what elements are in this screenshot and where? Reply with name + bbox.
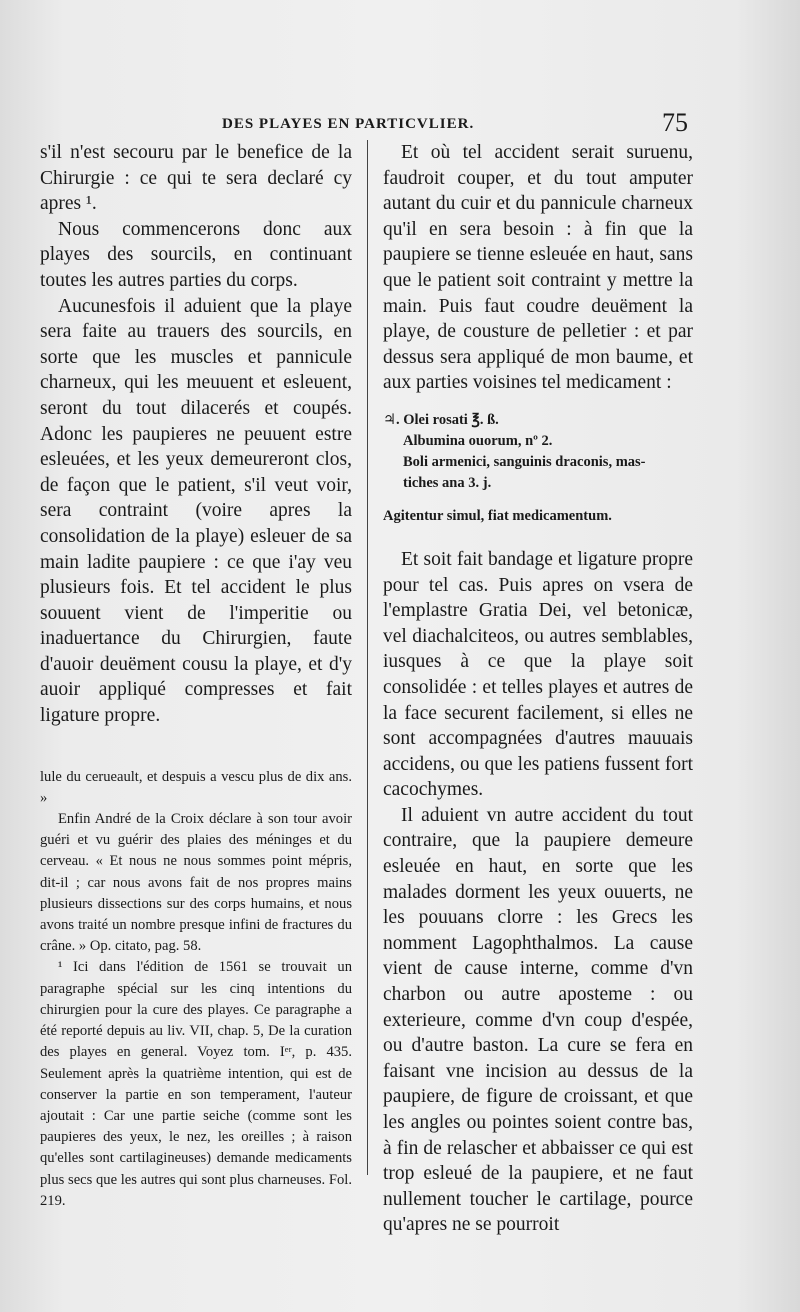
- left-column: [40, 140, 352, 1212]
- right-column: [383, 140, 693, 1238]
- footnote: ¹ Ici dans l'édition de 1561 se trouvait un paragraphe spécial sur les cinq intentions du chirurgien pour la cure des playes. Ce paragraphe a été reporté depuis au liv. VII, chap. 5, De la curation des playes en general. Voyez tom. Iᵉʳ, p. 435. Seulement après la quatrième intention, qui est de conserver la partie en son temperament, l'auteur ajoutait : Car une partie seiche (comme sont les paupieres des yeux, le nez, les oreilles ; à raison qu'elles sont cartilagineuses) demande medicaments plus secs que les autres qui sont plus charneuses. Fol. 219.: [40, 959, 352, 1209]
- recipe-line: Boli armenici, sanguinis draconis, mas-: [403, 453, 646, 470]
- paragraph: Et où tel accident serait suruenu, faudroit couper, et du tout amputer autant du cuir et du pannicule charneux qu'il en sera besoin : à fin que la paupiere se tienne esleuée en haut, sans que le patient soit contraint y mettre la main. Puis faut coudre deuëment la playe, de cousture de pelletier : et par dessus sera appliqué de mon baume, et aux parties voisines tel medicament :: [383, 142, 693, 394]
- recipe-line: Albumina ouorum, nº 2.: [403, 432, 553, 449]
- running-head: DES PLAYES EN PARTICVLIER.: [222, 116, 475, 132]
- footnote-paragraph: Enfin André de la Croix déclare à son tour avoir guéri et vu guérir des plaies des méninges et du cerveau. « Et nous ne nous sommes point mépris, dit-il ; car nous avons fait de nos propres mains plusieurs dissections sur des corps humains, et nous avons traité un nombre presque infini de fractures du crâne. » Op. citato, pag. 58.: [40, 811, 352, 955]
- paragraph: Aucunesfois il aduient que la playe sera faite au trauers des sourcils, en sorte que les muscles et pannicule charneux, qui les meuuent et esleuent, seront du tout dilacerés et coupés. Adonc les paupieres ne peuuent estre esleuées, et les yeux demeureront clos, de façon que le patient, s'il veut voir, sera contraint (voire apres la consolidation de la playe) esleuer de sa main ladite paupiere : ce que i'ay veu plusieurs fois. Et tel accident le plus souuent vient de l'imperitie ou inaduertance du Chirurgien, faute d'auoir deuëment cousu la playe, et d'y auoir appliqué compresses et fait ligature propre.: [40, 295, 352, 727]
- paragraph: Il aduient vn autre accident du tout contraire, que la paupiere demeure esleuée en haut, en sorte que les malades dorment les yeux ouuerts, ne les pouuans clorre : les Grecs les nomment Lagophthalmos. La cause vient de cause interne, comme d'vn charbon ou autre aposteme : ou exterieure, comme d'vn coup d'espée, ou d'autre baston. La cure se fera en faisant vne incision au dessus de la paupiere, de figure de croissant, et que les angles ou pointes soient contre bas, à fin de relascher et abbaisser ce qui est trop esleué de la paupiere, et ne faut nullement toucher le cartilage, pource qu'apres ne se pourroit: [383, 804, 693, 1236]
- recipe-line: tiches ana 3. j.: [403, 474, 492, 491]
- recipe-line: Agitentur simul, fiat medicamentum.: [383, 507, 612, 524]
- footnote-continuation: lule du cerueault, et despuis a vescu plus de dix ans. »: [40, 768, 352, 806]
- recipe-block: [383, 410, 693, 527]
- footnotes: [40, 767, 352, 1212]
- page-number: 75: [662, 108, 688, 137]
- left-body-text: [40, 140, 352, 729]
- paragraph: s'il n'est secouru par le benefice de la Chirurgie : ce qui te sera declaré cy apres ¹.: [40, 142, 352, 215]
- paragraph: Nous commencerons donc aux playes des sourcils, en continuant toutes les autres parties du corps.: [40, 218, 352, 291]
- right-body-text-continued: [383, 547, 693, 1238]
- paragraph: Et soit fait bandage et ligature propre pour tel cas. Puis apres on vsera de l'emplastre Gratia Dei, vel betonicæ, vel diachalciteos, ou autres semblables, iusques à ce que la playe soit consolidée : et telles playes et autres de la face securent facilement, si elles ne sont accompagnées d'autres mauuais accidens, ou que les patiens fussent fort cacochymes.: [383, 548, 693, 801]
- right-body-text: [383, 140, 693, 396]
- recipe-line: ♃. Olei rosati ℥. ß.: [383, 411, 499, 428]
- column-divider: [367, 140, 368, 1175]
